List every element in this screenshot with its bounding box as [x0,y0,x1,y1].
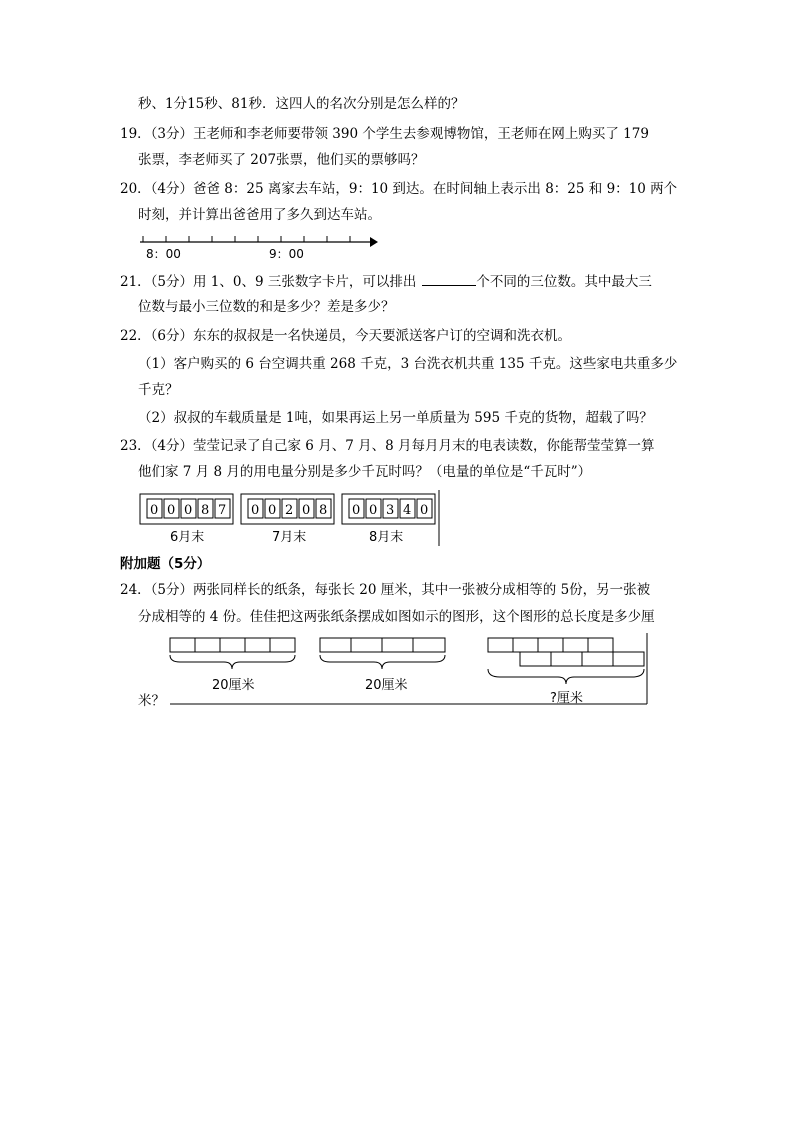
combined-length-label: ?厘米 [550,691,583,706]
strips-combined-figure [488,638,644,684]
q22-line1: 22．（6分）东东的叔叔是一名快递员，今天要派送客户订的空调和洗衣机。 [120,328,572,344]
meter-june-label: 6月末 [170,530,205,545]
digit: 0 [268,503,277,518]
meter-july-label: 7月末 [272,530,307,545]
q18-tail: 秒、1分15秒、81秒．这四人的名次分别是怎么样的？ [138,96,465,112]
q20-line2: 时刻，并计算出爸爸用了多久到达车站。 [138,207,381,223]
digit: 0 [184,503,193,518]
digit: 0 [150,503,159,518]
q22-sub1-line2: 千克？ [138,382,179,398]
digit: 0 [251,503,260,518]
digit: 0 [167,503,176,518]
q24-line1: 24．（5分）两张同样长的纸条，每张长 20 厘米，其中一张被分成相等的 5份，另一张被 [120,582,651,598]
q24-paper-strips-figure [160,633,652,708]
meter-august-label: 8月末 [369,530,404,545]
q21-line1 [120,272,652,291]
q21-line2: 位数与最小三位数的和是多少？差是多少？ [138,299,395,315]
meter-june-digits [147,499,230,518]
meter-july-digits [248,499,331,518]
q21-answer-blank[interactable] [422,272,476,286]
digit: 0 [420,503,429,518]
bonus-section-title: 附加题（5分） [120,556,211,572]
q22-sub1-line1: （1）客户购买的 6 台空调共重 268 千克，3 台洗衣机共重 135 千克。这些家电共重多少 [138,356,678,372]
q23-line2: 他们家 7 月 8 月的用电量分别是多少千瓦时吗？（电量的单位是“千瓦时”） [138,464,592,480]
meter-august-digits [349,499,432,518]
q21-line1-before: 21．（5分）用 1、0、9 三张数字卡片，可以排出 [120,274,417,290]
digit: 8 [201,503,210,518]
strip1-length-label: 20厘米 [212,678,255,693]
digit: 7 [218,503,227,518]
digit: 2 [285,503,294,518]
q23-line1: 23．（4分）莹莹记录了自己家 6 月、7 月、8 月每月月末的电表读数，你能帮莹莹算一算 [120,438,655,454]
q20-line1: 20．（4分）爸爸 8：25 离家去车站，9：10 到达。在时间轴上表示出 8：25 和 9：10 两个 [120,181,678,197]
q24-line3: 米？ [138,693,165,709]
digit: 8 [319,503,328,518]
q20-timeline [136,230,381,264]
digit: 0 [352,503,361,518]
q19-line2: 张票，李老师买了 207张票，他们买的票够吗？ [138,152,425,168]
q24-line2: 分成相等的 4 份。佳佳把这两张纸条摆成如图如示的图形，这个图形的总长度是多少厘 [138,609,655,625]
q19-line1: 19．（3分）王老师和李老师要带领 390 个学生去参观博物馆，王老师在网上购买了 179 [120,126,649,142]
q23-electric-meters [138,490,443,546]
digit: 3 [386,503,395,518]
strip2-length-label: 20厘米 [365,678,408,693]
timeline-label-mid: 9：00 [269,247,304,261]
q21-line1-after: 个不同的三位数。其中最大三 [476,274,652,290]
q22-sub2: （2）叔叔的车载质量是 1吨，如果再运上另一单质量为 595 千克的货物，超载了吗？ [138,410,653,426]
digit: 0 [369,503,378,518]
strip-five-parts [170,638,295,669]
digit: 0 [302,503,311,518]
strip-four-parts [320,638,445,669]
timeline-label-start: 8：00 [146,247,181,261]
digit: 4 [403,503,412,518]
